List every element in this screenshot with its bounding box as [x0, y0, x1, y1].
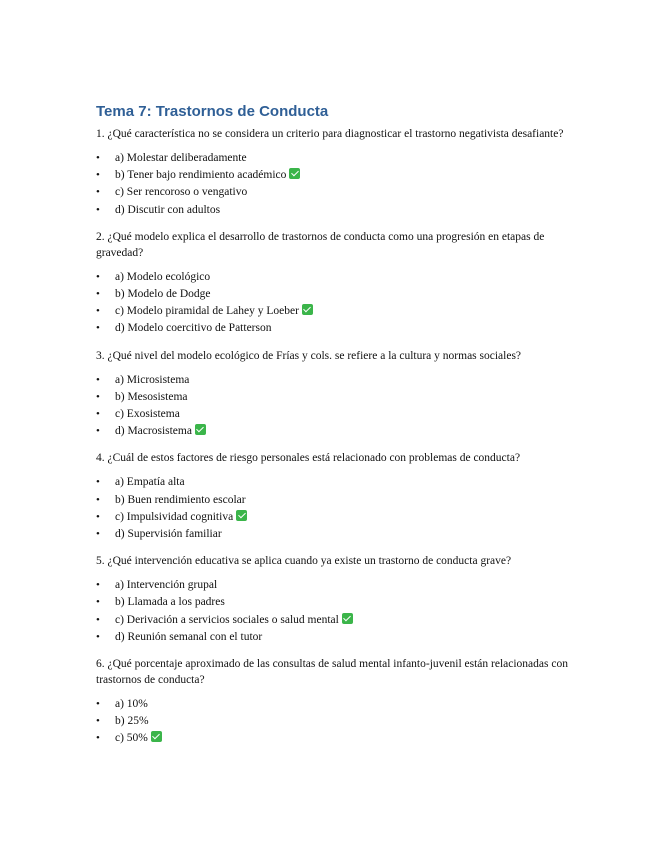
option-list — [96, 269, 576, 338]
option-item — [96, 594, 576, 611]
question-text: 6. ¿Qué porcentaje aproximado de las consultas de salud mental infanto-juvenil están relacionadas con trastornos de conducta? — [96, 658, 568, 687]
option-label: a) Empatía alta — [115, 476, 185, 489]
bullet-icon: • — [96, 186, 100, 199]
option-label: c) Modelo piramidal de Lahey y Loeber — [115, 305, 299, 318]
question-block — [96, 229, 576, 338]
option-label: b) Llamada a los padres — [115, 596, 225, 609]
question-text: 4. ¿Cuál de estos factores de riesgo personales está relacionado con problemas de conducta? — [96, 452, 521, 465]
option-item — [96, 303, 576, 320]
check-mark-button-icon — [302, 304, 313, 315]
check-mark-button-icon — [289, 168, 300, 179]
option-item — [96, 372, 576, 389]
option-label: c) Derivación a servicios sociales o salud mental — [115, 613, 339, 626]
bullet-icon: • — [96, 493, 100, 506]
option-label: c) Impulsividad cognitiva — [115, 510, 234, 523]
check-mark-button-icon — [236, 510, 247, 521]
option-item — [96, 202, 576, 219]
check-mark-button-icon — [342, 613, 353, 624]
option-list — [96, 696, 576, 748]
bullet-icon: • — [96, 288, 100, 301]
option-label: a) Modelo ecológico — [115, 270, 211, 283]
bullet-icon: • — [96, 732, 100, 745]
option-item — [96, 696, 576, 713]
option-label: a) Microsistema — [115, 373, 190, 386]
bullet-icon: • — [96, 270, 100, 283]
option-item — [96, 577, 576, 594]
bullet-icon: • — [96, 698, 100, 711]
question-block — [96, 553, 576, 646]
option-list — [96, 150, 576, 219]
page-title: Tema 7: Trastornos de Conducta — [96, 103, 329, 120]
question-text: 5. ¿Qué intervención educativa se aplica cuando ya existe un trastorno de conducta grave? — [96, 555, 512, 568]
bullet-icon: • — [96, 373, 100, 386]
option-item — [96, 492, 576, 509]
question-text: 1. ¿Qué característica no se considera un criterio para diagnosticar el trastorno negativista desafiante? — [96, 128, 564, 140]
option-item — [96, 184, 576, 201]
option-item — [96, 474, 576, 491]
option-item — [96, 286, 576, 303]
option-label: c) Exosistema — [115, 408, 180, 421]
option-label: b) Tener bajo rendimiento académico — [115, 169, 287, 182]
option-label: d) Macrosistema — [115, 425, 192, 438]
question-block — [96, 656, 576, 748]
option-label: d) Discutir con adultos — [115, 203, 221, 216]
option-list — [96, 577, 576, 646]
bullet-icon: • — [96, 305, 100, 318]
option-label: b) Mesosistema — [115, 390, 188, 403]
question-block — [96, 126, 576, 219]
option-label: c) Ser rencoroso o vengativo — [115, 186, 248, 199]
question-text: 2. ¿Qué modelo explica el desarrollo de trastornos de conducta como una progresión en etapas de gravedad? — [96, 230, 545, 259]
option-item — [96, 406, 576, 423]
check-mark-button-icon — [195, 424, 206, 435]
option-label: b) Modelo de Dodge — [115, 288, 211, 301]
bullet-icon: • — [96, 630, 100, 643]
option-item — [96, 269, 576, 286]
bullet-icon: • — [96, 510, 100, 523]
option-item — [96, 320, 576, 337]
option-item — [96, 150, 576, 167]
option-label: a) 10% — [115, 698, 148, 711]
bullet-icon: • — [96, 203, 100, 216]
bullet-icon: • — [96, 408, 100, 421]
document-content — [96, 103, 576, 758]
bullet-icon: • — [96, 322, 100, 335]
option-label: b) Buen rendimiento escolar — [115, 493, 246, 506]
option-item — [96, 629, 576, 646]
bullet-icon: • — [96, 152, 100, 164]
option-label: a) Intervención grupal — [115, 579, 218, 592]
option-item — [96, 526, 576, 543]
option-item — [96, 509, 576, 526]
option-label: d) Supervisión familiar — [115, 528, 222, 541]
check-mark-button-icon — [151, 731, 162, 742]
option-item — [96, 389, 576, 406]
bullet-icon: • — [96, 169, 100, 182]
option-list — [96, 474, 576, 543]
bullet-icon: • — [96, 476, 100, 489]
option-label: b) 25% — [115, 715, 149, 728]
option-list — [96, 372, 576, 441]
option-item — [96, 730, 576, 747]
option-label: a) Molestar deliberadamente — [115, 152, 247, 164]
option-item — [96, 423, 576, 440]
question-block — [96, 450, 576, 543]
option-item — [96, 713, 576, 730]
bullet-icon: • — [96, 596, 100, 609]
question-block — [96, 348, 576, 441]
bullet-icon: • — [96, 715, 100, 728]
bullet-icon: • — [96, 613, 100, 626]
option-label: c) 50% — [115, 732, 148, 745]
question-list — [96, 126, 576, 748]
option-item — [96, 612, 576, 629]
option-label: d) Modelo coercitivo de Patterson — [115, 322, 272, 335]
bullet-icon: • — [96, 425, 100, 438]
bullet-icon: • — [96, 390, 100, 403]
question-text: 3. ¿Qué nivel del modelo ecológico de Frías y cols. se refiere a la cultura y normas sociales? — [96, 349, 522, 362]
bullet-icon: • — [96, 528, 100, 541]
bullet-icon: • — [96, 579, 100, 592]
option-item — [96, 167, 576, 184]
option-label: d) Reunión semanal con el tutor — [115, 630, 263, 643]
